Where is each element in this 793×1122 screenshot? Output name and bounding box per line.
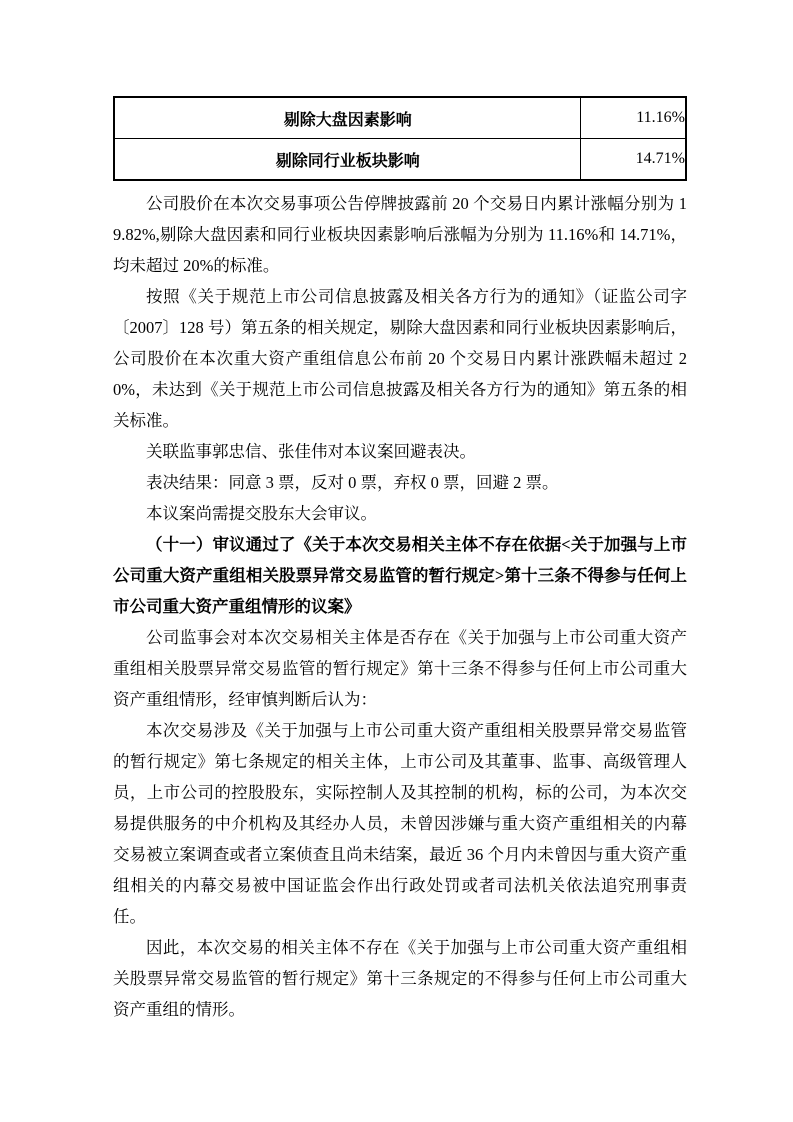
table-row: [114, 97, 686, 139]
price-impact-table: [113, 96, 687, 181]
table-row-value: 14.71%: [581, 139, 686, 181]
document-content: [113, 96, 687, 1025]
paragraph-related-parties: 本次交易涉及《关于加强与上市公司重大资产重组相关股票异常交易监管的暂行规定》第七条规定的相关主体，上市公司及其董事、监事、高级管理人员，上市公司的控股股东，实际控制人及其控制的机构，标的公司，为本次交易提供服务的中介机构及其经办人员，未曾因涉嫌与重大资产重组相关的内幕交易被立案调查或者立案侦查且尚未结案，最近 36 个月内未曾因与重大资产重组相关的内幕交易被中国证监会作出行政处罚或者司法机关依法追究刑事责任。: [113, 721, 687, 926]
paragraph-vote-result: 表决结果：同意 3 票，反对 0 票，弃权 0 票，回避 2 票。: [146, 473, 559, 492]
table-row: [114, 139, 686, 181]
paragraph-regulation-basis: 按照《关于规范上市公司信息披露及相关各方行为的通知》（证监公司字〔2007〕128 号）第五条的相关规定，剔除大盘因素和同行业板块因素影响后，公司股价在本次重大资产重组信息公布前 20 个交易日内累计涨跌幅未超过 20%，未达到《关于规范上市公司信息披露及相关各方行为的通知》第五条的相关标准。: [113, 287, 687, 430]
table-row-label: 剔除大盘因素影响: [114, 97, 581, 139]
heading-resolution-11: （十一）审议通过了《关于本次交易相关主体不存在依据<关于加强与上市公司重大资产重组相关股票异常交易监管的暂行规定>第十三条不得参与任何上市公司重大资产重组情形的议案》: [113, 535, 687, 616]
table-row-value: 11.16%: [581, 97, 686, 139]
paragraph-price-increase: 公司股价在本次交易事项公告停牌披露前 20 个交易日内累计涨幅分别为 19.82%,剔除大盘因素和同行业板块因素影响后涨幅为分别为 11.16%和 14.71%，均未超过 20%的标准。: [113, 194, 687, 275]
body-text: [113, 188, 687, 1025]
paragraph-supervisory-board-opinion: 公司监事会对本次交易相关主体是否存在《关于加强与上市公司重大资产重组相关股票异常交易监管的暂行规定》第十三条不得参与任何上市公司重大资产重组情形，经审慎判断后认为：: [113, 628, 687, 709]
paragraph-abstain-supervisors: 关联监事郭忠信、张佳伟对本议案回避表决。: [146, 442, 476, 461]
table-row-label: 剔除同行业板块影响: [114, 139, 581, 181]
paragraph-shareholder-meeting: 本议案尚需提交股东大会审议。: [146, 504, 377, 523]
paragraph-conclusion: 因此，本次交易的相关主体不存在《关于加强与上市公司重大资产重组相关股票异常交易监管的暂行规定》第十三条规定的不得参与任何上市公司重大资产重组的情形。: [113, 938, 687, 1019]
